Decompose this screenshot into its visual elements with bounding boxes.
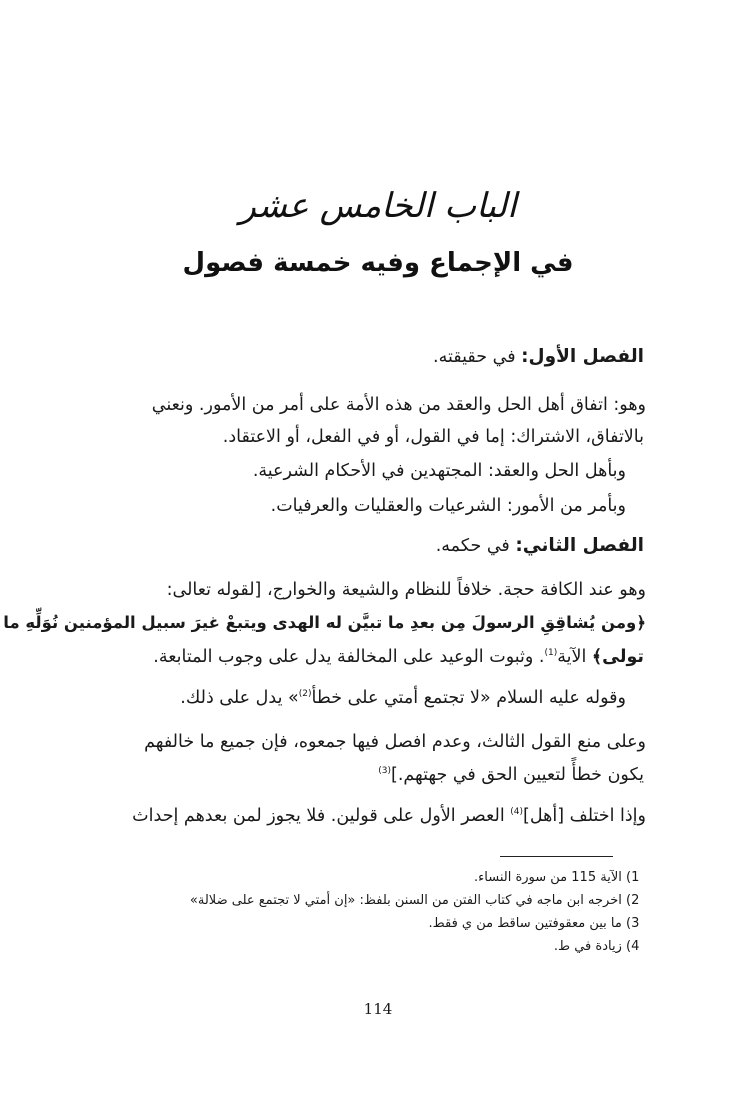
footnote bbox=[84, 889, 644, 912]
footnote-text: زيادة في ط. bbox=[553, 939, 622, 954]
quran-verse-end: تولى﴾ bbox=[591, 647, 644, 667]
footnote-text: اخرجه ابن ماجه في كتاب الفتن من السنن بلفظ: «إن أمتي لا تجتمع على ضلالة» bbox=[189, 893, 622, 908]
hadith-quote: وقوله عليه السلام «لا تجتمع أمتي على خطأ bbox=[311, 688, 626, 708]
paragraph-line: وبأهل الحل والعقد: المجتهدين في الأحكام الشرعية. bbox=[252, 461, 626, 481]
aya-label: الآية bbox=[557, 647, 587, 667]
paragraph-line: وهو عند الكافة حجة. خلافاً للنظام والشيعة والخوارج، [لقوله تعالى: bbox=[166, 580, 646, 600]
paragraph-text: » يدل على ذلك. bbox=[180, 688, 299, 708]
paragraph-line: وعلى منع القول الثالث، وعدم افصل فيها جمعوه، فإن جميع ما خالفهم bbox=[144, 732, 646, 752]
footnote-divider bbox=[500, 856, 613, 857]
paragraph-line bbox=[84, 763, 644, 787]
footnote-number: 3) bbox=[626, 916, 640, 931]
footnote-ref: (3) bbox=[378, 766, 391, 777]
paragraph-line bbox=[84, 645, 644, 669]
paragraph-text: . وثبوت الوعيد على المخالفة يدل على وجوب المتابعة. bbox=[153, 647, 545, 667]
paragraph-line: وهو: اتفاق أهل الحل والعقد من هذه الأمة على أمر من الأمور. ونعني bbox=[151, 395, 646, 415]
footnote-ref: (2) bbox=[298, 689, 312, 700]
footnote-text: ما بين معقوفتين ساقط من ي فقط. bbox=[428, 916, 622, 931]
paragraph-text: يكون خطأً لتعيين الحق في جهتهم.] bbox=[391, 765, 644, 785]
section-1-heading bbox=[84, 345, 644, 369]
footnote-ref: (1) bbox=[544, 648, 558, 659]
paragraph-text: وإذا اختلف [أهل] bbox=[523, 806, 646, 826]
paragraph-text: العصر الأول على قولين. فلا يجوز لمن بعدهم إحداث bbox=[132, 806, 511, 826]
footnote bbox=[84, 912, 644, 935]
quran-verse-line: ﴿ومن يُشاقِقِ الرسولَ مِن بعدِ ما تبيَّن له الهدى ويتبعْ غيرَ سبيل المؤمنين نُوَلِّهِ ما bbox=[3, 613, 646, 632]
footnote-number: 1) bbox=[626, 870, 640, 885]
chapter-title: الباب الخامس عشر bbox=[239, 186, 517, 226]
footnote-number: 2) bbox=[626, 893, 640, 908]
paragraph-line bbox=[66, 686, 626, 710]
paragraph-line: وبأمر من الأمور: الشرعيات والعقليات والعرفيات. bbox=[270, 496, 626, 516]
footnotes bbox=[84, 866, 644, 958]
section-heading-tail: في حكمه. bbox=[435, 536, 510, 556]
footnote-text: الآية 115 من سورة النساء. bbox=[474, 870, 622, 885]
section-heading-tail: في حقيقته. bbox=[433, 347, 516, 367]
footnote bbox=[84, 866, 644, 889]
chapter-subtitle: في الإجماع وفيه خمسة فصول bbox=[182, 248, 574, 278]
page-number: 114 bbox=[363, 1000, 393, 1018]
section-2-heading bbox=[84, 534, 644, 558]
paragraph-line: بالاتفاق، الاشتراك: إما في القول، أو في الفعل، أو الاعتقاد. bbox=[222, 427, 644, 447]
paragraph-line bbox=[66, 804, 646, 828]
section-heading: الفصل الأول: bbox=[521, 346, 644, 367]
footnote bbox=[84, 935, 644, 958]
footnote-number: 4) bbox=[626, 939, 640, 954]
section-heading: الفصل الثاني: bbox=[515, 535, 644, 556]
footnote-ref: (4) bbox=[510, 807, 524, 818]
